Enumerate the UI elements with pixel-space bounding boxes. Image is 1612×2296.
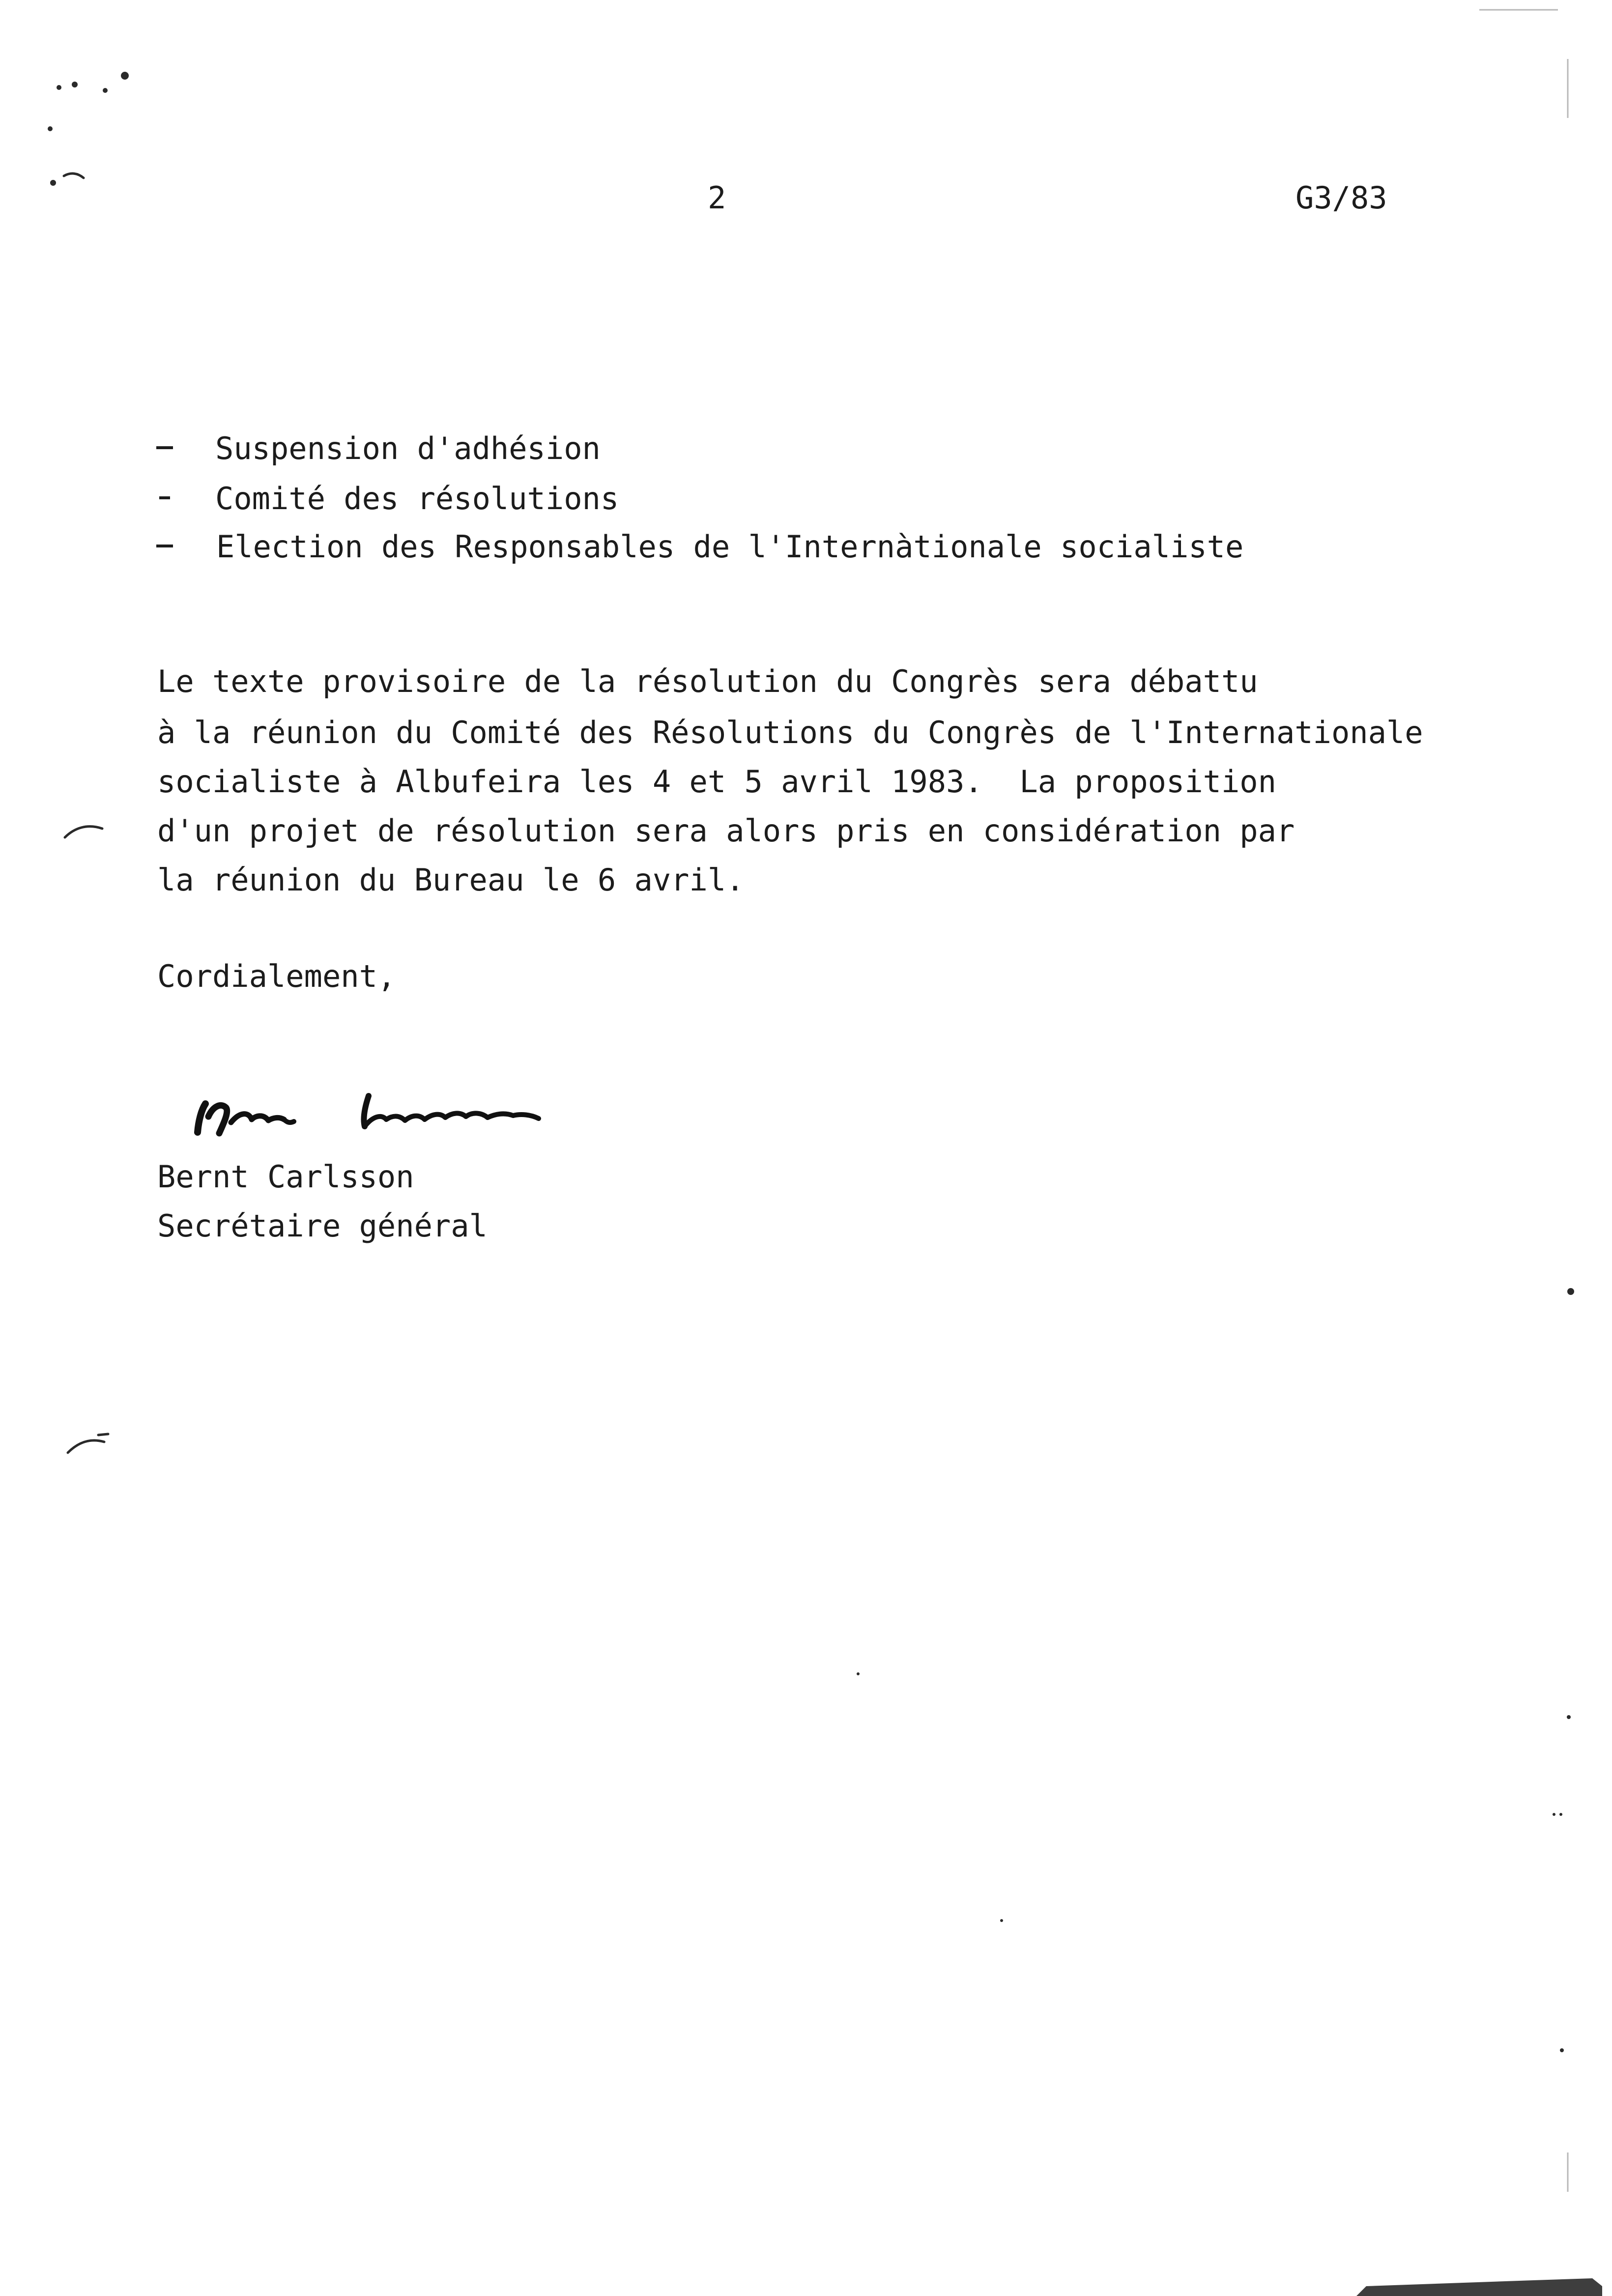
- body-line: à la réunion du Comité des Résolutions du Congrès de l'Internationale: [157, 715, 1423, 750]
- agenda-item-text: Election des Responsables de l'Internàtionale socialiste: [216, 529, 1244, 565]
- signatory-name: Bernt Carlsson: [157, 1159, 414, 1195]
- body-line: la réunion du Bureau le 6 avril.: [157, 862, 745, 898]
- agenda-item-text: Suspension d'adhésion: [215, 430, 601, 466]
- body-line: socialiste à Albufeira les 4 et 5 avril 1983. La proposition: [157, 764, 1276, 800]
- page-number: 2: [708, 180, 726, 216]
- body-line: Le texte provisoire de la résolution du Congrès sera débattu: [157, 663, 1258, 699]
- document-reference: G3/83: [1295, 180, 1387, 216]
- body-line: d'un projet de résolution sera alors pris en considération par: [157, 813, 1295, 849]
- closing-text: Cordialement,: [157, 958, 396, 994]
- agenda-item-text: Comité des résolutions: [215, 481, 619, 517]
- signature-text: Bernt Carlsson: [187, 1081, 191, 1082]
- signatory-title: Secrétaire général: [157, 1208, 488, 1244]
